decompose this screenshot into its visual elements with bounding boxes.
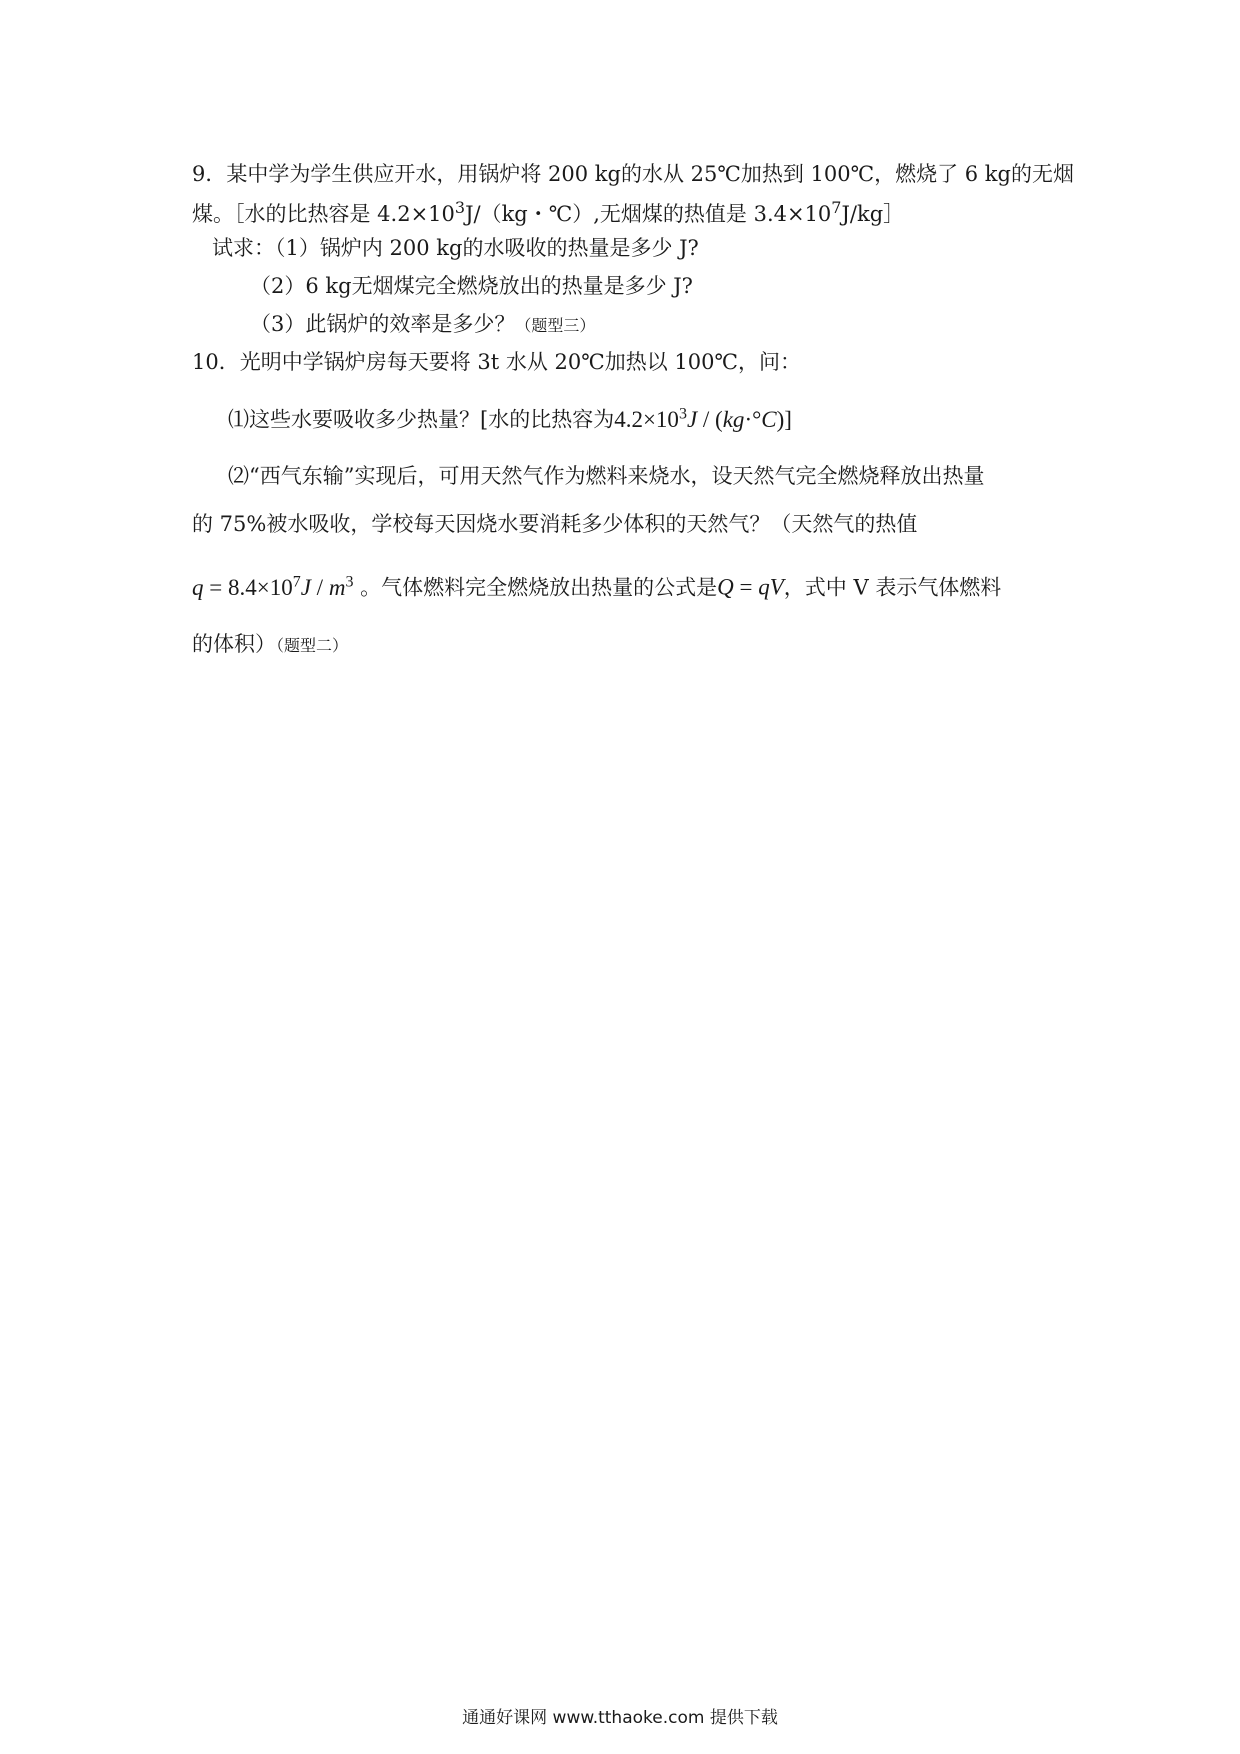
q10-part1-kg: kg bbox=[722, 406, 745, 432]
q10-part1-value: 4.2×10 bbox=[614, 406, 679, 432]
q10-part1-close: )] bbox=[776, 406, 792, 432]
q10-part1-dot: ·° bbox=[744, 406, 762, 432]
q10-part2-line4 bbox=[192, 632, 348, 657]
q10-part1-formula bbox=[614, 407, 792, 432]
q9-sub3 bbox=[250, 312, 595, 337]
q9-sub3-text: （3）此锅炉的效率是多少？ bbox=[250, 312, 516, 336]
q10-part2-formula bbox=[192, 575, 353, 600]
q10-q-m-exp: 3 bbox=[345, 573, 354, 590]
q10-part1-exp: 3 bbox=[678, 405, 687, 422]
q10-part2-line2: 的 75%被水吸收，学校每天因烧水要消耗多少体积的天然气？（天然气的热值 bbox=[192, 512, 918, 536]
q9-line2-b: J/（kg・℃）,无烟煤的热值是 3.4×10 bbox=[465, 202, 832, 226]
q10-part2-mid: 。气体燃料完全燃烧放出热量的公式是 bbox=[353, 575, 718, 600]
q9-line1: 9．某中学为学生供应开水，用锅炉将 200 kg的水从 25℃加热到 100℃，燃烧了 6 kg的无烟 bbox=[192, 162, 1074, 186]
q10-part2-tag: （题型二） bbox=[276, 636, 349, 655]
q10-q-unit-j: J bbox=[300, 574, 311, 600]
q10-part1-c: C bbox=[761, 406, 777, 432]
q10-q-value: = 8.4×10 bbox=[203, 574, 293, 600]
q10-part1-slash: / ( bbox=[697, 406, 723, 432]
q9-line2 bbox=[192, 198, 904, 227]
q9-exp1: 3 bbox=[454, 198, 466, 217]
q10-eq2: = bbox=[733, 574, 759, 600]
q10-part2-line1: ⑵“西气东输”实现后，可用天然气作为燃料来烧水，设天然气完全燃烧释放出热量 bbox=[228, 464, 985, 488]
q10-part1-text: ⑴这些水要吸收多少热量？[水的比热容为 bbox=[228, 407, 615, 432]
page-footer: 通通好课网 www.tthaoke.com 提供下载 bbox=[462, 1708, 778, 1728]
q9-sub1: 试求：（1）锅炉内 200 kg的水吸收的热量是多少 J? bbox=[212, 236, 699, 260]
q9-sub2: （2）6 kg无烟煤完全燃烧放出的热量是多少 J? bbox=[250, 274, 693, 298]
q10-q-exp: 7 bbox=[292, 573, 301, 590]
q10-q-symbol: q bbox=[192, 574, 204, 600]
q10-Q-symbol: Q bbox=[717, 574, 734, 600]
q10-q-slash: / bbox=[310, 574, 329, 600]
q10-part1 bbox=[228, 404, 792, 433]
q10-formula-qv bbox=[717, 575, 784, 600]
q9-exp2: 7 bbox=[831, 198, 842, 217]
q10-part2-tail: ，式中 V 表示气体燃料 bbox=[783, 575, 1002, 600]
q10-part1-unit-j: J bbox=[686, 406, 698, 432]
q10-line1: 10．光明中学锅炉房每天要将 3t 水从 20℃加热以 100℃，问： bbox=[192, 350, 802, 374]
q10-part2-line3 bbox=[192, 572, 1001, 601]
q9-line2-a: 煤。［水的比热容是 4.2×10 bbox=[192, 202, 455, 226]
q10-qv: qV bbox=[758, 574, 784, 600]
q9-line2-c: J/kg］ bbox=[841, 202, 905, 226]
q9-sub3-tag: （题型三） bbox=[515, 316, 596, 335]
q10-q-unit-m: m bbox=[328, 574, 346, 600]
q10-part2-line4-text: 的体积） bbox=[192, 632, 276, 656]
